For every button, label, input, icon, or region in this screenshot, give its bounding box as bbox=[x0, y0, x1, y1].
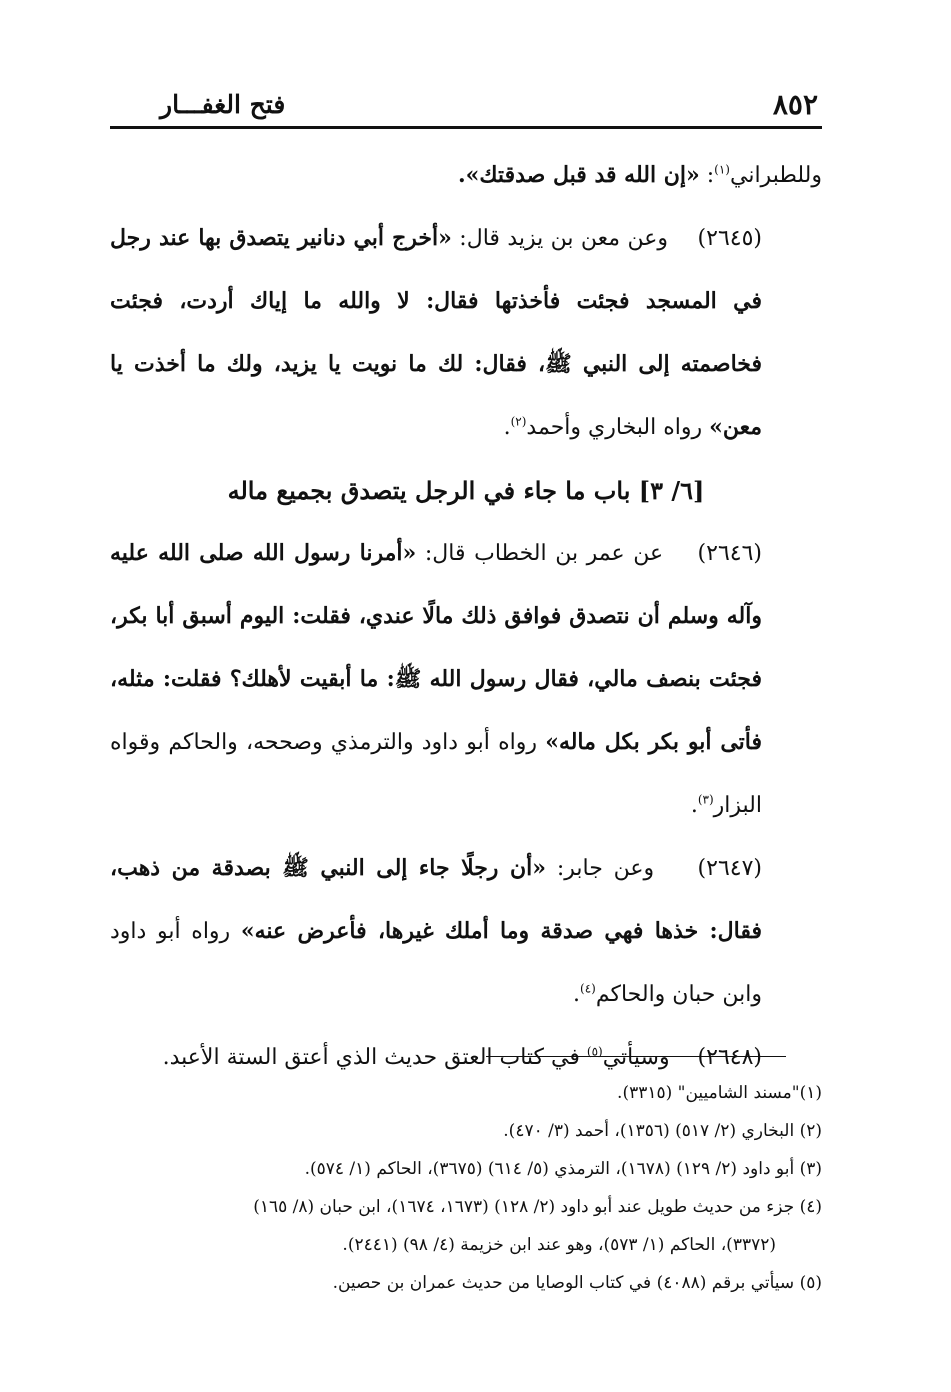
hadith-number: (٢٦٤٨) bbox=[697, 1045, 762, 1070]
page-number: ٨٥٢ bbox=[772, 88, 818, 121]
footnote-ref[interactable]: (٥) bbox=[586, 1044, 603, 1059]
footnote-ref[interactable]: (٤) bbox=[580, 981, 596, 996]
hadith-intro: عن عمر بن الخطاب قال: bbox=[416, 541, 664, 566]
footnote-1: (١)"مسند الشاميين" (٣٣١٥). bbox=[617, 1083, 822, 1103]
text: . bbox=[690, 793, 698, 818]
header-rule bbox=[110, 126, 822, 129]
hadith-intro: وعن جابر: bbox=[545, 856, 655, 881]
running-title: فتح الغفـــار bbox=[160, 90, 286, 119]
hadith-intro: وعن معن بن يزيد قال: bbox=[451, 226, 668, 251]
hadith-quote: «أمرنا رسول الله صلى الله عليه وآله وسلم أن نتصدق فوافق ذلك مالًا عندي، فقلت: اليوم أسبق أبا بكر، فجئت بنصف مالي، فقال رسول الله ﷺ: ما أبقيت لأهلك؟ فقلت: مثله، فأتى أبو بكر بكل ماله» bbox=[110, 540, 763, 755]
text: . bbox=[573, 982, 581, 1007]
text: في كتاب العتق حديث الذي أعتق الستة الأعبد. bbox=[162, 1045, 587, 1070]
hadith-quote: «إن الله قد قبل صدقتك». bbox=[457, 162, 700, 188]
hadith-2647 bbox=[110, 837, 822, 1026]
footnotes bbox=[110, 1074, 822, 1302]
hadith-source: رواه البخاري وأحمد bbox=[526, 415, 710, 440]
hadith-number: (٢٦٤٥) bbox=[697, 226, 762, 251]
footnote-ref[interactable]: (٣) bbox=[697, 792, 714, 807]
chapter-heading: [٦/ ٣] باب ما جاء في الرجل يتصدق بجميع ماله bbox=[227, 476, 705, 505]
footnote-separator bbox=[486, 1056, 786, 1057]
text: : bbox=[699, 163, 715, 188]
hadith-source: رواه أبو داود والترمذي وصححه، والحاكم وقواه البزار bbox=[110, 730, 762, 818]
book-page bbox=[110, 88, 822, 1293]
footnote-ref[interactable]: (٢) bbox=[510, 414, 527, 429]
main-text bbox=[110, 144, 822, 1089]
hadith-number: (٢٦٤٧) bbox=[697, 856, 762, 881]
hadith-quote: «أن رجلًا جاء إلى النبي ﷺ بصدقة من ذهب، فقال: خذها فهي صدقة وما أملك غيرها، فأعرض عنه» bbox=[110, 855, 762, 944]
footnote-2: (٢) البخاري (٢/ ٥١٧) (١٣٥٦)، أحمد (٣/ ٤٧٠). bbox=[503, 1121, 822, 1141]
footnote-5: (٥) سيأتي برقم (٤٠٨٨) في كتاب الوصايا من حديث عمران بن حصين. bbox=[332, 1273, 822, 1293]
paragraph-tabarani bbox=[110, 144, 822, 207]
footnote-ref[interactable]: (١) bbox=[714, 162, 730, 177]
hadith-source: رواه أبو داود وابن حبان والحاكم bbox=[110, 919, 762, 1007]
text: وللطبراني bbox=[729, 163, 822, 188]
hadith-2645 bbox=[110, 207, 822, 459]
hadith-quote: «أخرج أبي دنانير يتصدق بها عند رجل في المسجد فجئت فأخذتها فقال: لا والله ما إياك أردت، فجئت فخاصمته إلى النبي ﷺ، فقال: لك ما نويت يا يزيد، ولك ما أخذت يا معن» bbox=[110, 225, 762, 440]
text: . bbox=[503, 415, 511, 440]
footnote-3: (٣) أبو داود (٢/ ١٢٩) (١٦٧٨)، الترمذي (٥/ ٦١٤) (٣٦٧٥)، الحاكم (١/ ٥٧٤). bbox=[304, 1159, 822, 1179]
footnote-4: (٤) جزء من حديث طويل عند أبو داود (٢/ ١٢٨) (١٦٧٣، ١٦٧٤)، ابن حبان (٨/ ١٦٥) bbox=[253, 1197, 822, 1217]
page-header bbox=[110, 88, 822, 124]
hadith-number: (٢٦٤٦) bbox=[697, 541, 762, 566]
hadith-intro: وسيأتي bbox=[602, 1045, 670, 1070]
footnote-4-continued: (٣٣٧٢)، الحاكم (١/ ٥٧٣)، وهو عند ابن خزيمة (٤/ ٩٨) (٢٤٤١). bbox=[342, 1235, 776, 1255]
hadith-2646 bbox=[110, 522, 822, 837]
